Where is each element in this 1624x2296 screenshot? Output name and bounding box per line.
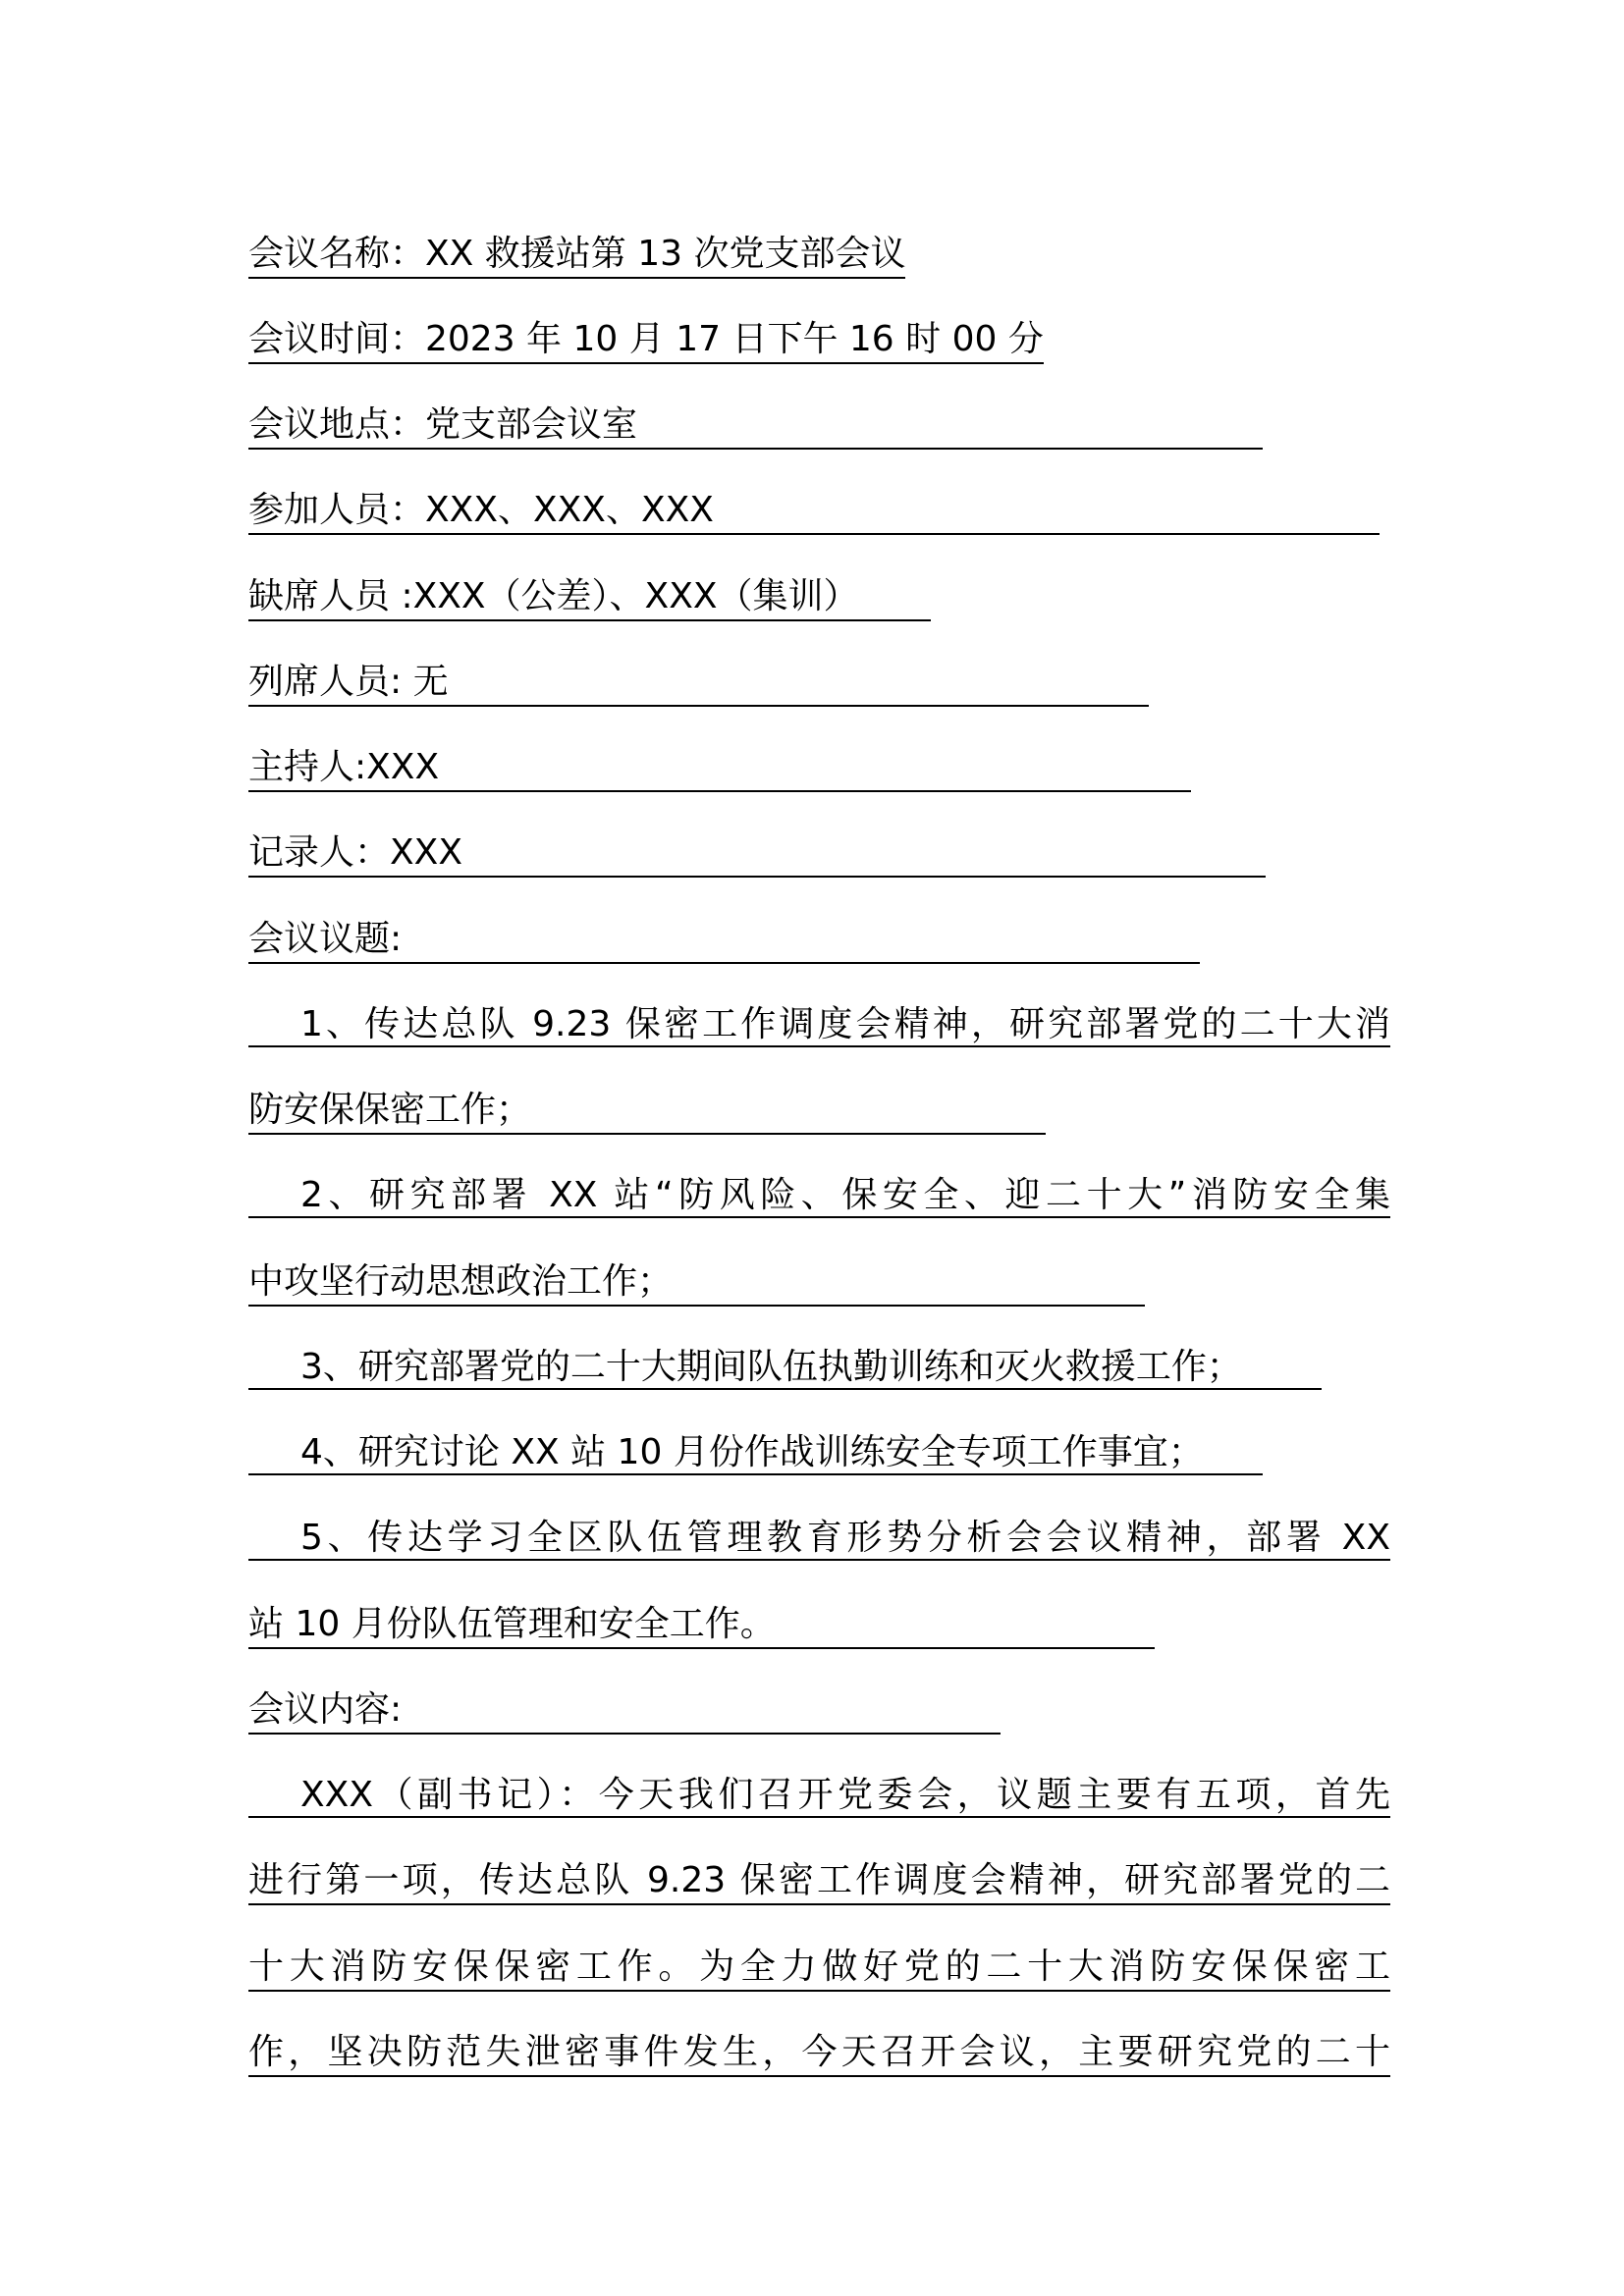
agenda-item-3: 3、研究部署党的二十大期间队伍执勤训练和灭火救援工作； (248, 1345, 1322, 1390)
meeting-attendees: 参加人员：XXX、XXX、XXX (248, 488, 1380, 535)
meeting-name: 会议名称：XX 救援站第 13 次党支部会议 (248, 232, 905, 279)
agenda-item-1-cont: 防安保保密工作； (248, 1088, 1046, 1135)
content-line: XXX（副书记）：今天我们召开党委会，议题主要有五项，首先 (248, 1773, 1390, 1818)
content-line: 进行第一项，传达总队 9.23 保密工作调度会精神，研究部署党的二 (248, 1858, 1390, 1905)
meeting-observers: 列席人员: 无 (248, 660, 1149, 707)
agenda-item-1: 1、传达总队 9.23 保密工作调度会精神，研究部署党的二十大消 (248, 1002, 1390, 1047)
meeting-location: 会议地点：党支部会议室 (248, 402, 1263, 450)
meeting-time: 会议时间：2023 年 10 月 17 日下午 16 时 00 分 (248, 317, 1044, 364)
meeting-recorder: 记录人：XXX (248, 830, 1266, 878)
agenda-item-2: 2、研究部署 XX 站“防风险、保安全、迎二十大”消防安全集 (248, 1173, 1390, 1218)
meeting-host: 主持人:XXX (248, 745, 1191, 792)
agenda-label: 会议议题: (248, 917, 1200, 964)
content-label: 会议内容: (248, 1687, 1001, 1735)
agenda-item-4: 4、研究讨论 XX 站 10 月份作战训练安全专项工作事宜； (248, 1430, 1263, 1475)
content-line: 十大消防安保保密工作。为全力做好党的二十大消防安保保密工 (248, 1945, 1390, 1992)
agenda-item-2-cont: 中攻坚行动思想政治工作； (248, 1259, 1145, 1307)
content-line: 作，坚决防范失泄密事件发生，今天召开会议，主要研究党的二十 (248, 2030, 1390, 2077)
meeting-absent: 缺席人员 :XXX（公差）、XXX（集训） (248, 574, 931, 621)
agenda-item-5: 5、传达学习全区队伍管理教育形势分析会会议精神，部署 XX (248, 1516, 1390, 1561)
agenda-item-5-cont: 站 10 月份队伍管理和安全工作。 (248, 1602, 1155, 1649)
